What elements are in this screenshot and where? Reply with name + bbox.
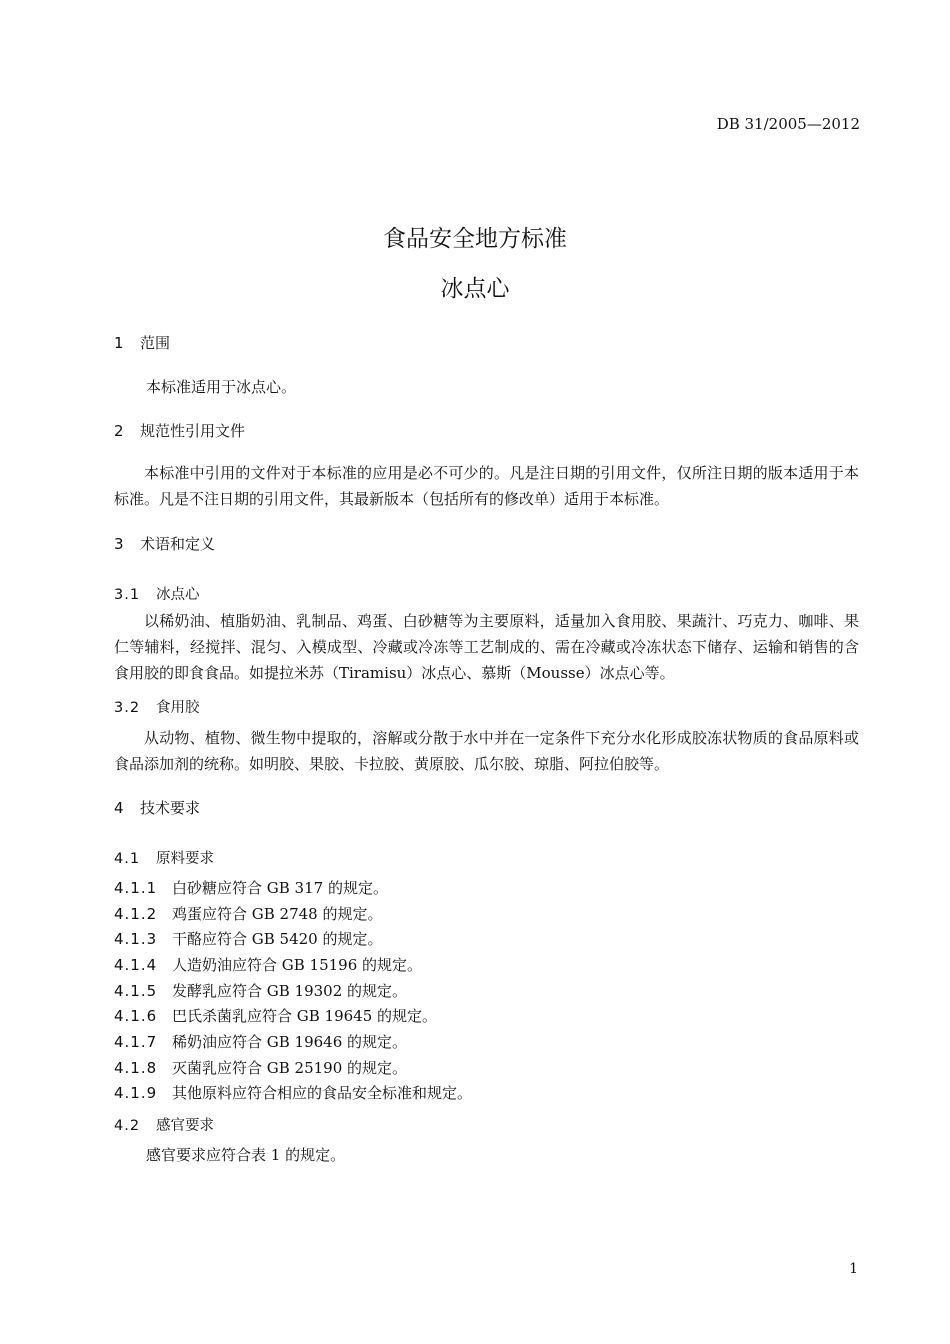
list-item	[114, 877, 388, 898]
page-number: 1	[849, 1261, 858, 1277]
section-title: 规范性引用文件	[140, 422, 246, 440]
section-3-1-heading	[114, 583, 200, 604]
section-number: 2	[114, 422, 124, 440]
section-title: 范围	[140, 334, 171, 352]
item-text: 发酵乳应符合 GB 19302 的规定。	[172, 982, 408, 1000]
list-item	[114, 980, 407, 1001]
item-text: 灭菌乳应符合 GB 25190 的规定。	[172, 1059, 408, 1077]
section-2-text: 本标准中引用的文件对于本标准的应用是必不可少的。凡是注日期的引用文件，仅所注日期的版本适用于本标准。凡是不注日期的引用文件，其最新版本（包括所有的修改单）适用于本标准。	[114, 464, 859, 508]
list-item	[114, 1031, 407, 1052]
item-text: 鸡蛋应符合 GB 2748 的规定。	[172, 905, 383, 923]
standard-code: DB 31/2005—2012	[716, 115, 860, 133]
section-number: 3.2	[114, 700, 141, 716]
section-1-text: 本标准适用于冰点心。	[146, 378, 297, 396]
section-4-heading	[114, 797, 200, 818]
item-text: 人造奶油应符合 GB 15196 的规定。	[172, 956, 423, 974]
list-item	[114, 1005, 437, 1026]
section-title: 食用胶	[156, 700, 200, 716]
section-number: 1	[114, 334, 124, 352]
list-item	[114, 1082, 472, 1103]
item-text: 巴氏杀菌乳应符合 GB 19645 的规定。	[172, 1007, 438, 1025]
section-number: 3	[114, 535, 124, 553]
item-number: 4.1.3	[114, 930, 158, 948]
section-3-heading	[114, 533, 215, 554]
section-4-2-text: 感官要求应符合表 1 的规定。	[146, 1146, 346, 1164]
section-number: 4.2	[114, 1118, 141, 1134]
item-number: 4.1.1	[114, 879, 158, 897]
list-item	[114, 954, 422, 975]
section-3-2-text: 从动物、植物、微生物中提取的，溶解或分散于水中并在一定条件下充分水化形成胶冻状物质的食品原料或食品添加剂的统称。如明胶、果胶、卡拉胶、黄原胶、瓜尔胶、琼脂、阿拉伯胶等。	[114, 729, 859, 773]
section-4-1-heading	[114, 847, 214, 868]
item-number: 4.1.6	[114, 1007, 158, 1025]
item-text: 干酪应符合 GB 5420 的规定。	[172, 930, 383, 948]
item-number: 4.1.7	[114, 1033, 158, 1051]
section-title: 技术要求	[140, 799, 201, 817]
section-2-heading	[114, 420, 245, 441]
list-item	[114, 903, 382, 924]
list-item	[114, 1057, 407, 1078]
document-title: 食品安全地方标准	[383, 226, 567, 252]
list-item	[114, 928, 382, 949]
section-3-1-text: 以稀奶油、植脂奶油、乳制品、鸡蛋、白砂糖等为主要原料，适量加入食用胶、果蔬汁、巧克力、咖啡、果仁等辅料，经搅拌、混匀、入模成型、冷藏或冷冻等工艺制成的、需在冷藏或冷冻状态下储存、运输和销售的含食用胶的即食食品。如提拉米苏（Tiramisu）冰点心、慕斯（Mousse）冰点心等。	[114, 612, 859, 682]
section-title: 原料要求	[156, 851, 214, 867]
item-number: 4.1.2	[114, 905, 158, 923]
section-4-2-heading	[114, 1114, 214, 1135]
item-number: 4.1.5	[114, 982, 158, 1000]
section-title: 冰点心	[156, 587, 200, 603]
section-title: 术语和定义	[140, 535, 216, 553]
section-title: 感官要求	[156, 1118, 214, 1134]
item-number: 4.1.8	[114, 1059, 158, 1077]
item-text: 其他原料应符合相应的食品安全标准和规定。	[172, 1084, 473, 1102]
item-text: 稀奶油应符合 GB 19646 的规定。	[172, 1033, 408, 1051]
document-subtitle: 冰点心	[440, 276, 510, 302]
item-text: 白砂糖应符合 GB 317 的规定。	[172, 879, 388, 897]
item-number: 4.1.4	[114, 956, 158, 974]
section-3-2-heading	[114, 696, 200, 717]
section-1-heading	[114, 332, 170, 353]
section-number: 4	[114, 799, 124, 817]
section-number: 3.1	[114, 587, 141, 603]
item-number: 4.1.9	[114, 1084, 158, 1102]
section-number: 4.1	[114, 851, 141, 867]
